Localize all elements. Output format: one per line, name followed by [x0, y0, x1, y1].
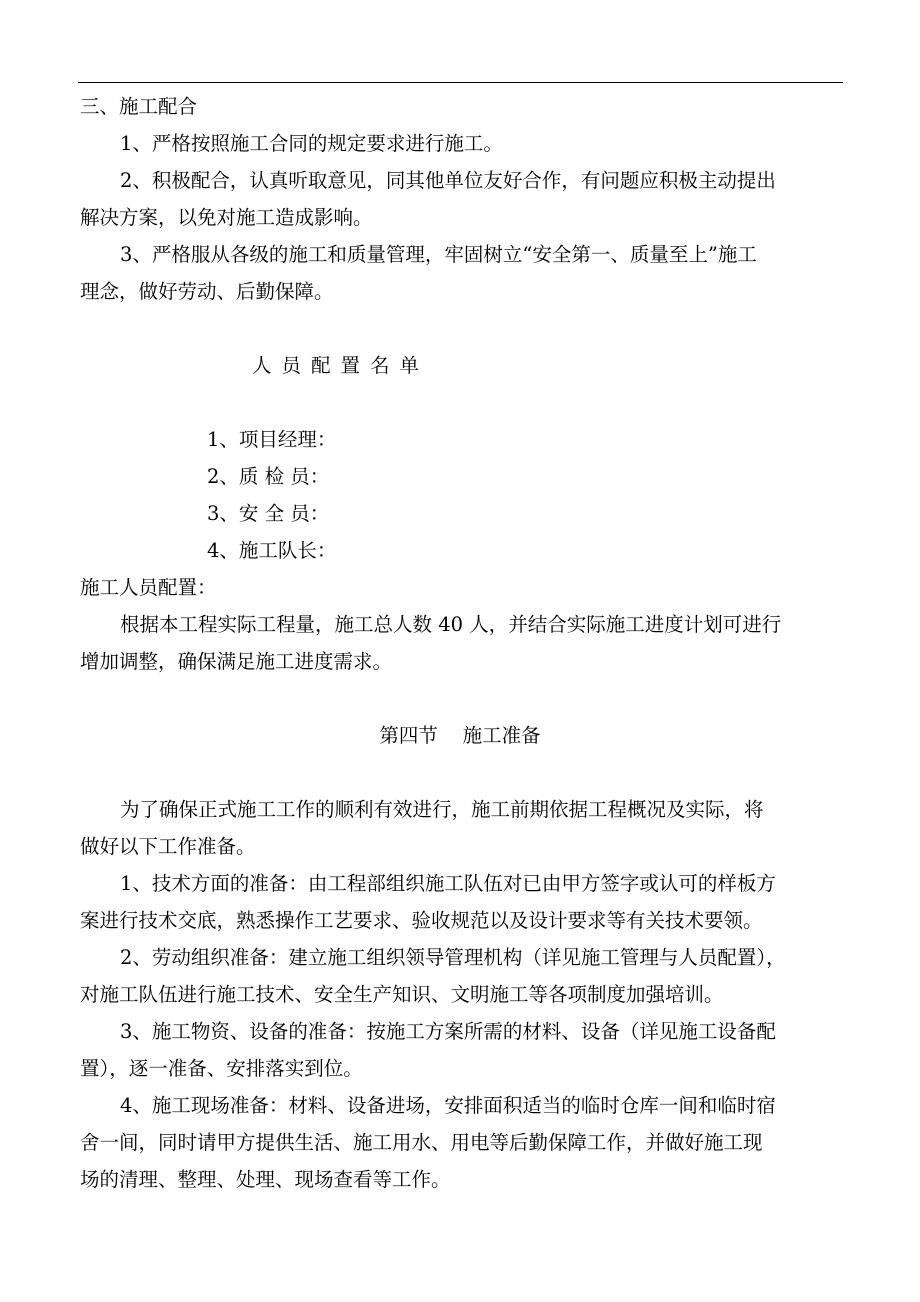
section-4-line-9: 4、施工现场准备：材料、设备进场，安排面积适当的临时仓库一间和临时宿	[120, 1094, 776, 1117]
header-rule	[78, 82, 843, 83]
section-4-line-7: 3、施工物资、设备的准备：按施工方案所需的材料、设备（详见施工设备配	[120, 1020, 776, 1043]
section-3-line-1: 1、严格按照施工合同的规定要求进行施工。	[120, 132, 503, 155]
section-3-title: 三、施工配合	[80, 95, 198, 118]
construction-staff-line-2: 增加调整，确保满足施工进度需求。	[80, 650, 393, 673]
staff-item-quality-inspector: 2、质 检 员：	[207, 465, 330, 488]
staff-item-safety-officer: 3、安 全 员：	[207, 502, 330, 525]
section-4-title: 第四节 施工准备	[379, 724, 541, 747]
section-3-line-5: 理念，做好劳动、后勤保障。	[80, 280, 334, 303]
section-4-line-2: 做好以下工作准备。	[80, 835, 256, 858]
staff-item-team-leader: 4、施工队长：	[207, 539, 337, 562]
staff-list-title: 人员配置名单	[252, 354, 430, 377]
section-4-line-6: 对施工队伍进行施工技术、安全生产知识、文明施工等各项制度加强培训。	[80, 983, 724, 1006]
construction-staff-heading: 施工人员配置：	[80, 576, 217, 599]
section-4-line-5: 2、劳动组织准备：建立施工组织领导管理机构（详见施工管理与人员配置），	[120, 946, 786, 969]
section-4-line-4: 案进行技术交底，熟悉操作工艺要求、验收规范以及设计要求等有关技术要领。	[80, 909, 763, 932]
section-4-line-1: 为了确保正式施工工作的顺利有效进行，施工前期依据工程概况及实际，将	[120, 798, 764, 821]
section-4-line-11: 场的清理、整理、处理、现场查看等工作。	[80, 1168, 451, 1191]
section-3-line-4: 3、严格服从各级的施工和质量管理，牢固树立“安全第一、质量至上”施工	[120, 243, 757, 266]
section-3-line-2: 2、积极配合，认真听取意见，同其他单位友好合作，有问题应积极主动提出	[120, 169, 776, 192]
construction-staff-line-1: 根据本工程实际工程量，施工总人数 40 人，并结合实际施工进度计划可进行	[120, 613, 782, 636]
section-4-line-8: 置），逐一准备、安排落实到位。	[80, 1057, 363, 1080]
section-4-line-10: 舍一间，同时请甲方提供生活、施工用水、用电等后勤保障工作，并做好施工现	[80, 1131, 763, 1154]
section-3-line-3: 解决方案，以免对施工造成影响。	[80, 206, 373, 229]
section-4-line-3: 1、技术方面的准备：由工程部组织施工队伍对已由甲方签字或认可的样板方	[120, 872, 776, 895]
staff-item-project-manager: 1、项目经理：	[207, 428, 337, 451]
